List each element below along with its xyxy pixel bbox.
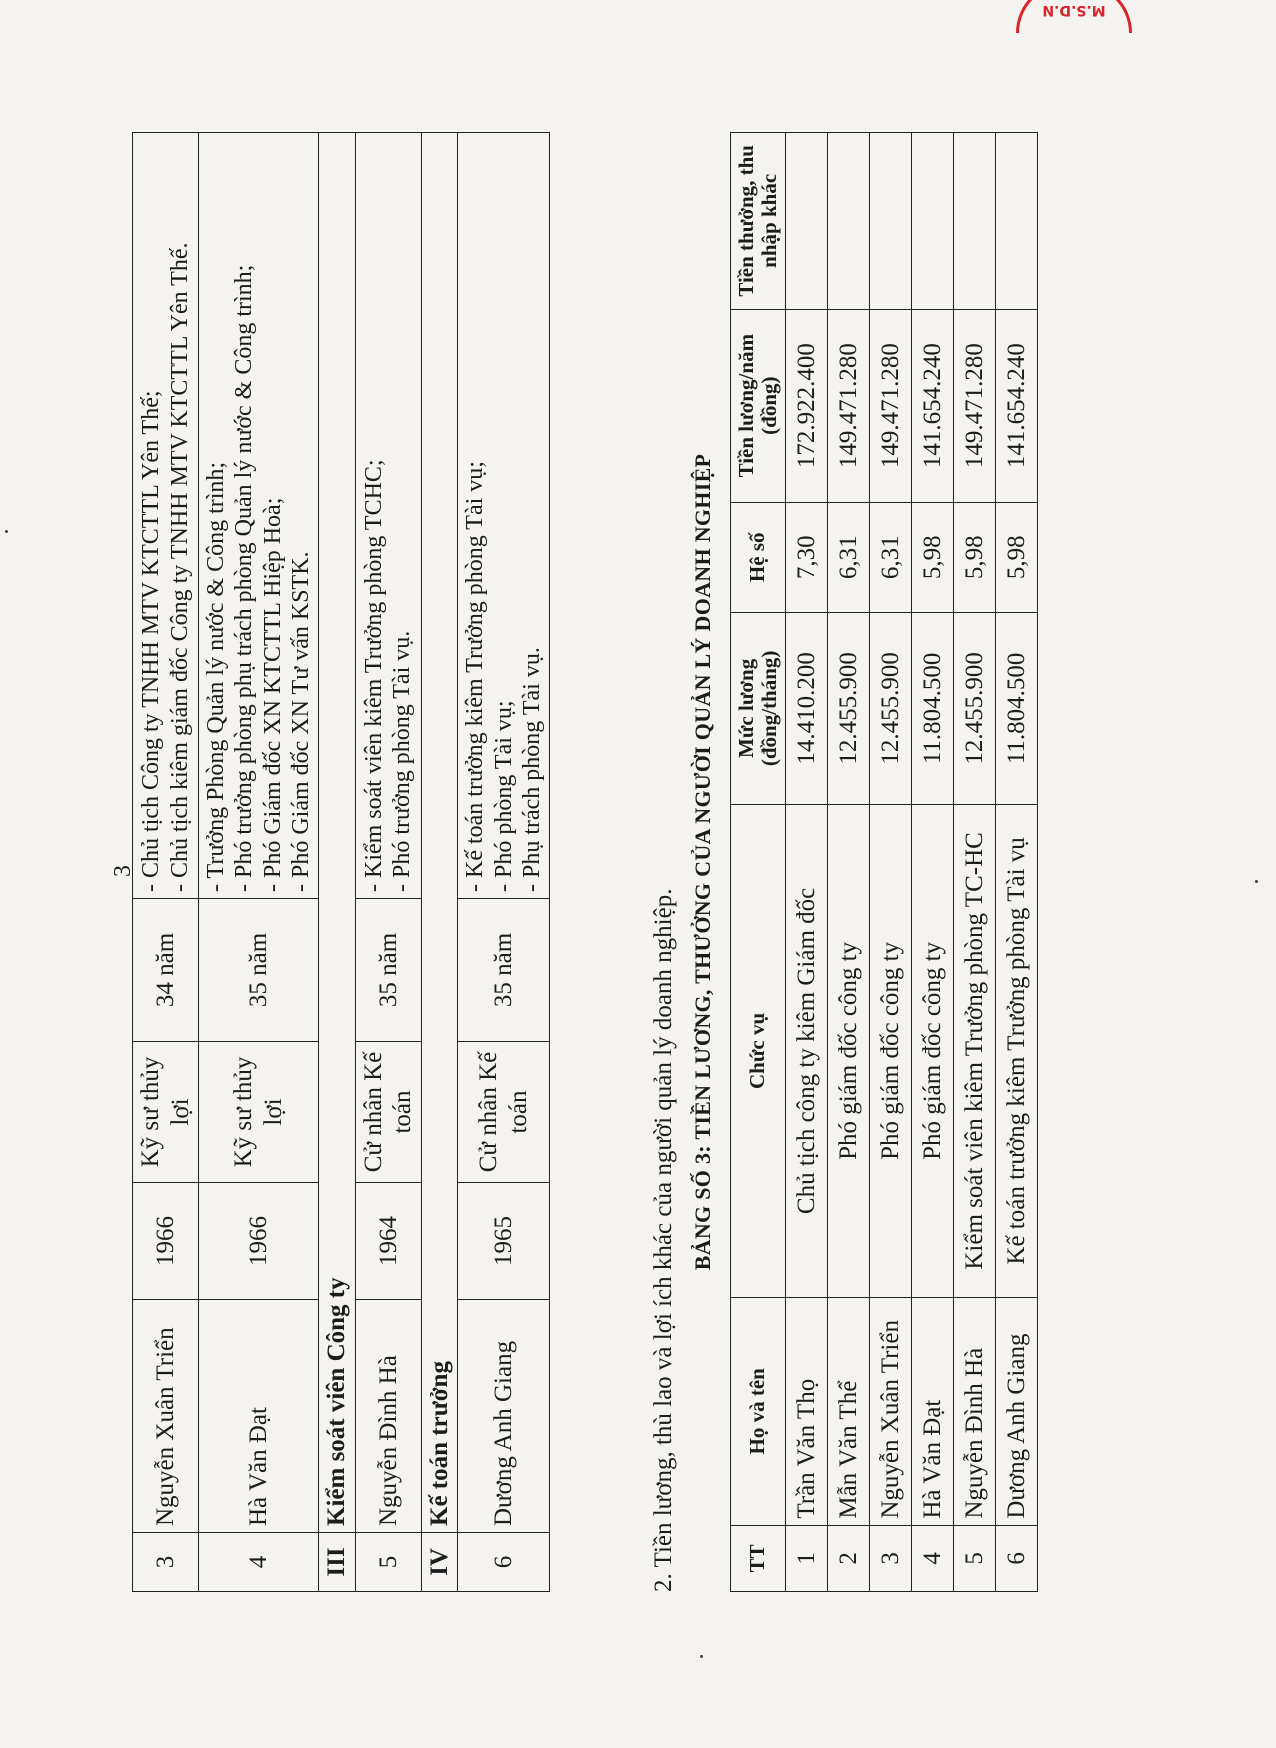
degree: Kỹ sư thủy lợi [133, 1042, 199, 1183]
table-row [870, 133, 912, 1592]
birth-year: 1964 [355, 1183, 421, 1300]
position: Kế toán trưởng kiêm Trưởng phòng Tài vụ [996, 804, 1038, 1297]
birth-year: 1965 [458, 1183, 550, 1300]
table-row [133, 133, 199, 1592]
coefficient: 5,98 [996, 502, 1038, 612]
table-row [828, 133, 870, 1592]
table-row [954, 133, 996, 1592]
work-history-line: - Phó phòng Tài vụ; [490, 700, 517, 892]
annual-salary: 172.922.400 [786, 309, 828, 502]
row-number: 1 [786, 1525, 828, 1591]
bonus [870, 133, 912, 310]
annual-salary: 141.654.240 [996, 309, 1038, 502]
row-number: 3 [133, 1533, 199, 1592]
header-name: Họ và tên [731, 1297, 786, 1525]
full-name: Nguyễn Xuân Triển [870, 1297, 912, 1525]
coefficient: 5,98 [912, 502, 954, 612]
header-salary: Mức lương (đồng/tháng) [731, 612, 786, 804]
table-row [355, 133, 421, 1592]
coefficient: 6,31 [828, 502, 870, 612]
row-number: 4 [912, 1525, 954, 1591]
table-row [786, 133, 828, 1592]
work-history-line: - Kiểm soát viên kiêm Trưởng phòng TCHC; [360, 459, 387, 892]
scan-speck [1255, 880, 1258, 883]
work-history [458, 133, 550, 899]
work-history [133, 133, 199, 899]
section-title: Kiểm soát viên Công ty [319, 133, 356, 1533]
work-history-line: - Phó trưởng phòng Tài vụ. [389, 630, 416, 892]
work-history-line: - Phó trưởng phòng phụ trách phòng Quản lý nước & Công trình; [231, 264, 258, 892]
bonus [996, 133, 1038, 310]
header-annual-salary: Tiền lương/năm (đồng) [731, 309, 786, 502]
full-name: Hà Văn Đạt [912, 1297, 954, 1525]
coefficient: 6,31 [870, 502, 912, 612]
section-title: Kế toán trưởng [421, 133, 458, 1533]
work-history-line: - Chủ tịch Công ty TNHH MTV KTCTTL Yên Thế; [138, 390, 165, 892]
annual-salary: 149.471.280 [954, 309, 996, 502]
red-stamp-fragment: M.S.D.N [1016, 0, 1132, 33]
row-number: 5 [954, 1525, 996, 1591]
work-history-line: - Kế toán trưởng kiêm Trưởng phòng Tài vụ; [462, 461, 489, 892]
monthly-salary: 12.455.900 [828, 612, 870, 804]
full-name: Dương Anh Giang [458, 1300, 550, 1533]
bonus [954, 133, 996, 310]
header-tt: TT [731, 1525, 786, 1591]
work-history-line: - Phó Giám đốc XN Tư vấn KSTK. [287, 551, 314, 892]
degree: Cử nhân Kế toán [458, 1042, 550, 1183]
row-number: 2 [828, 1525, 870, 1591]
table-row [458, 133, 550, 1592]
full-name: Nguyễn Đình Hà [954, 1297, 996, 1525]
annual-salary: 141.654.240 [912, 309, 954, 502]
bonus [786, 133, 828, 310]
section-row [319, 133, 356, 1592]
table-row [912, 133, 954, 1592]
full-name: Nguyễn Đình Hà [355, 1300, 421, 1533]
full-name: Nguyễn Xuân Triển [133, 1300, 199, 1533]
annual-salary: 149.471.280 [870, 309, 912, 502]
full-name: Mẫn Văn Thể [828, 1297, 870, 1525]
experience: 35 năm [355, 899, 421, 1042]
page-number: 3 [110, 865, 136, 877]
coefficient: 7,30 [786, 502, 828, 612]
position: Phó giám đốc công ty [828, 804, 870, 1297]
annual-salary: 149.471.280 [828, 309, 870, 502]
row-number: 4 [199, 1533, 319, 1592]
table-row [996, 133, 1038, 1592]
row-number: 5 [355, 1533, 421, 1592]
bonus [912, 133, 954, 310]
row-number: 3 [870, 1525, 912, 1591]
table-header-row [731, 133, 786, 1592]
section-intro: 2. Tiền lương, thù lao và lợi ích khác của người quản lý doanh nghiệp. [650, 888, 677, 1592]
bonus [828, 133, 870, 310]
position: Phó giám đốc công ty [870, 804, 912, 1297]
work-history [355, 133, 421, 899]
scan-speck [700, 1655, 703, 1658]
coefficient: 5,98 [954, 502, 996, 612]
birth-year: 1966 [133, 1183, 199, 1300]
row-number: 6 [996, 1525, 1038, 1591]
position: Chủ tịch công ty kiêm Giám đốc [786, 804, 828, 1297]
work-history [199, 133, 319, 899]
management-profile-table [132, 132, 550, 1592]
full-name: Trần Văn Thọ [786, 1297, 828, 1525]
position: Kiểm soát viên kiêm Trưởng phòng TC-HC [954, 804, 996, 1297]
table-row [199, 133, 319, 1592]
salary-table [730, 132, 1038, 1592]
work-history-line: - Trưởng Phòng Quản lý nước & Công trình; [203, 461, 229, 892]
monthly-salary: 12.455.900 [870, 612, 912, 804]
row-number: 6 [458, 1533, 550, 1592]
header-bonus: Tiền thưởng, thu nhập khác [731, 133, 786, 310]
experience: 34 năm [133, 899, 199, 1042]
birth-year: 1966 [199, 1183, 319, 1300]
full-name: Hà Văn Đạt [199, 1300, 319, 1533]
rotated-content [92, 132, 1132, 1592]
section-number: III [319, 1533, 356, 1592]
work-history-line: - Phụ trách phòng Tài vụ. [518, 647, 545, 892]
position: Phó giám đốc công ty [912, 804, 954, 1297]
experience: 35 năm [199, 899, 319, 1042]
scan-speck [5, 530, 8, 533]
monthly-salary: 12.455.900 [954, 612, 996, 804]
work-history-line: - Phó Giám đốc XN KTCTTL Hiệp Hoà; [259, 497, 286, 892]
monthly-salary: 11.804.500 [996, 612, 1038, 804]
table-title: BẢNG SỐ 3: TIỀN LƯƠNG, THƯỞNG CỦA NGƯỜI QUẢN LÝ DOANH NGHIỆP [690, 453, 715, 1271]
degree: Kỹ sư thủy lợi [199, 1042, 319, 1183]
full-name: Dương Anh Giang [996, 1297, 1038, 1525]
section-row [421, 133, 458, 1592]
header-position: Chức vụ [731, 804, 786, 1297]
work-history-line: - Chủ tịch kiêm giám đốc Công ty TNHH MTV KTCTTL Yên Thế. [166, 242, 193, 892]
monthly-salary: 14.410.200 [786, 612, 828, 804]
header-coefficient: Hệ số [731, 502, 786, 612]
section-number: IV [421, 1533, 458, 1592]
degree: Cử nhân Kế toán [355, 1042, 421, 1183]
experience: 35 năm [458, 899, 550, 1042]
monthly-salary: 11.804.500 [912, 612, 954, 804]
